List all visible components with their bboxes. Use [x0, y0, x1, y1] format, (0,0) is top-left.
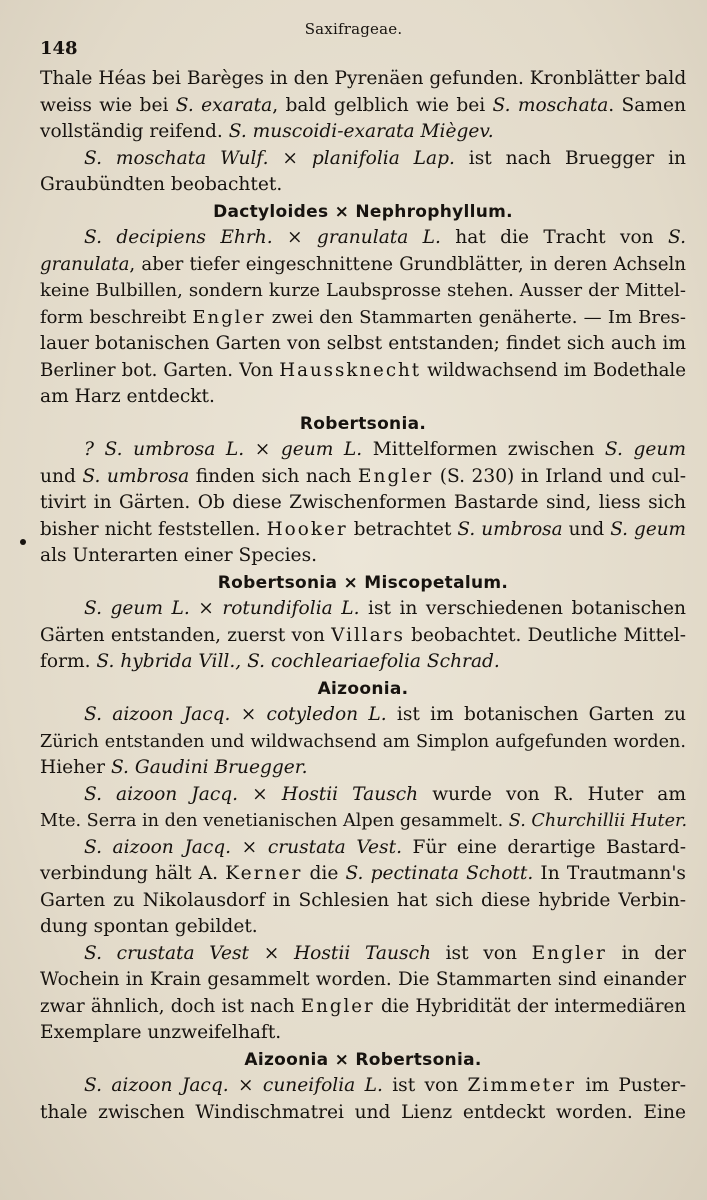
- text-line: [40, 1073, 686, 1100]
- text-line: [40, 782, 686, 809]
- text-run: (S. 230) in Irland und cul-: [433, 465, 686, 487]
- text-run: wurde von R. Huter am: [418, 783, 686, 805]
- text-run: ist nach Bruegger in: [454, 147, 686, 169]
- text-run: Thale Héas bei Barèges in den Pyrenäen gefunden. Kronblätter bald: [40, 68, 687, 89]
- species-name: S. moschata: [492, 94, 609, 116]
- text-line: [40, 278, 686, 305]
- species-name: S. aizoon Jacq. × cotyledon L.: [84, 704, 387, 725]
- text-line: [40, 146, 686, 173]
- author-name: Villars: [331, 624, 405, 646]
- text-run: ist von: [430, 942, 532, 964]
- text-line: [40, 172, 686, 199]
- text-line: [40, 1020, 686, 1047]
- text-run: als Unterarten einer Species.: [40, 545, 318, 566]
- text-line: [40, 888, 686, 915]
- text-line: [40, 914, 686, 941]
- text-run: im Puster-: [576, 1075, 686, 1096]
- text-run: ist von: [382, 1075, 468, 1096]
- section-heading: Aizoonia × Robertsonia.: [244, 1049, 482, 1070]
- author-name: Engler: [192, 306, 266, 328]
- text-run: finden sich nach: [189, 465, 358, 487]
- text-run: bisher nicht feststellen.: [40, 518, 267, 540]
- species-name: S. geum: [604, 439, 686, 460]
- page-body: [40, 66, 686, 1126]
- species-name: S. moschata Wulf. × planifolia Lap.: [84, 147, 455, 169]
- text-line: [40, 1100, 686, 1127]
- text-run: Gärten entstanden, zuerst von: [40, 624, 332, 646]
- text-run: zwei den Stammarten genäherte. — Im Bres-: [265, 306, 686, 328]
- text-line: [40, 755, 686, 782]
- section-heading: Robertsonia.: [299, 413, 427, 434]
- text-run: form beschreibt: [40, 306, 193, 328]
- text-run: Wochein in Krain gesammelt worden. Die Stammarten sind einander: [40, 969, 686, 990]
- text-line: [40, 384, 686, 411]
- text-line: [40, 66, 686, 93]
- species-name: S. hybrida Vill., S. cochleariaefolia Schrad.: [96, 651, 500, 672]
- text-run: und: [562, 518, 611, 540]
- text-line: [40, 994, 686, 1021]
- text-line: [40, 225, 686, 252]
- text-line: [40, 808, 686, 835]
- text-run: dung spontan gebildet.: [40, 916, 258, 937]
- text-run: ist im botanischen Garten zu: [386, 704, 686, 725]
- species-name: S. crustata Vest × Hostii Tausch: [84, 942, 431, 964]
- text-run: , aber tiefer eingeschnittene Grundblätter, in deren Achseln: [129, 253, 686, 275]
- species-name: S. geum: [610, 518, 686, 540]
- text-run: In Trautmann's: [533, 863, 686, 884]
- text-line: [40, 649, 686, 676]
- text-run: Garten zu Nikolausdorf in Schlesien hat sich diese hybride Verbin-: [40, 889, 686, 911]
- species-name: S. umbrosa: [457, 518, 563, 540]
- running-title: Saxifrageae.: [304, 20, 403, 38]
- text-run: Mte. Serra in den venetianischen Alpen gesammelt.: [40, 811, 509, 831]
- text-line: [40, 331, 686, 358]
- species-name: S. decipiens Ehrh. × granulata L.: [84, 227, 441, 248]
- species-name: S. umbrosa: [82, 465, 190, 487]
- text-line: [40, 835, 686, 862]
- species-name: S. aizoon Jacq. × Hostii Tausch: [84, 783, 419, 805]
- section-heading: Aizoonia.: [317, 678, 409, 699]
- text-line: [40, 358, 686, 385]
- text-line: [40, 119, 686, 146]
- text-run: wildwachsend im Bodethale: [421, 359, 686, 381]
- text-line: [40, 967, 686, 994]
- species-name: S. Churchillii Huter.: [508, 811, 688, 831]
- text-line: [40, 623, 686, 650]
- text-run: Exemplare unzweifelhaft.: [40, 1022, 282, 1043]
- text-run: Hieher: [40, 757, 111, 778]
- text-run: beobachtet. Deutliche Mittel-: [404, 624, 686, 646]
- text-run: form.: [40, 651, 97, 672]
- text-run: Zürich entstanden und wildwachsend am Simplon aufgefunden worden.: [40, 731, 686, 752]
- text-run: am Harz entdeckt.: [40, 386, 215, 407]
- text-run: lauer botanischen Garten von selbst entstanden; findet sich auch im: [40, 333, 686, 354]
- text-run: und: [40, 465, 83, 487]
- page-number: 148: [40, 38, 78, 59]
- text-line: [40, 861, 686, 888]
- text-line: [40, 252, 686, 279]
- text-line: [40, 490, 686, 517]
- text-run: , bald gelblich wie bei: [272, 94, 493, 116]
- margin-ink-dot: [20, 539, 26, 545]
- text-run: ist in verschiedenen botanischen: [359, 598, 686, 619]
- author-name: Haussknecht: [279, 359, 422, 381]
- text-line: [40, 517, 686, 544]
- text-line: [40, 941, 686, 968]
- text-run: in der: [606, 942, 686, 964]
- author-name: Kerner: [225, 863, 303, 884]
- species-name: S. aizoon Jacq. × cuneifolia L.: [84, 1075, 383, 1096]
- species-name: S.: [668, 227, 686, 248]
- species-name: granulata: [40, 253, 130, 275]
- text-run: . Samen: [608, 94, 686, 116]
- section-heading: Dactyloides × Nephrophyllum.: [213, 201, 513, 222]
- text-line: [40, 464, 686, 491]
- text-run: weiss wie bei: [40, 94, 176, 116]
- species-name: S. geum L. × rotundifolia L.: [84, 598, 360, 619]
- text-run: verbindung hält A.: [40, 863, 226, 884]
- text-run: Mittelformen zwischen: [362, 439, 605, 460]
- text-run: die: [302, 863, 346, 884]
- species-name: S. aizoon Jacq. × crustata Vest.: [84, 836, 402, 858]
- author-name: Zimmeter: [467, 1075, 577, 1096]
- text-run: die Hybridität der intermediären: [374, 995, 687, 1017]
- text-run: Für eine derartige Bastard-: [401, 836, 686, 858]
- text-run: hat die Tracht von: [440, 227, 668, 248]
- text-line: [40, 596, 686, 623]
- author-name: Engler: [531, 942, 607, 964]
- author-name: Hooker: [266, 518, 348, 540]
- text-line: [40, 729, 686, 756]
- text-line: [40, 305, 686, 332]
- text-run: Graubündten beobachtet.: [40, 174, 283, 195]
- text-run: vollständig reifend.: [40, 121, 229, 142]
- species-name: S. muscoidi-exarata Miègev.: [228, 121, 494, 142]
- text-run: betrachtet: [347, 518, 458, 540]
- species-name: S. Gaudini Bruegger.: [110, 757, 308, 778]
- text-run: Berliner bot. Garten. Von: [40, 359, 280, 381]
- species-name: ? S. umbrosa L. × geum L.: [84, 439, 363, 460]
- text-run: keine Bulbillen, sondern kurze Laubsprosse stehen. Ausser der Mittel-: [40, 280, 686, 301]
- text-line: [40, 702, 686, 729]
- section-heading: Robertsonia × Miscopetalum.: [217, 572, 509, 593]
- text-line: [40, 543, 686, 570]
- text-run: tivirt in Gärten. Ob diese Zwischenformen Bastarde sind, liess sich: [40, 492, 686, 513]
- text-line: [40, 93, 686, 120]
- text-run: thale zwischen Windischmatrei und Lienz entdeckt worden. Eine: [40, 1101, 686, 1123]
- text-run: zwar ähnlich, doch ist nach: [40, 995, 301, 1017]
- text-line: [40, 437, 686, 464]
- author-name: Engler: [300, 995, 375, 1017]
- species-name: S. exarata: [175, 94, 273, 116]
- species-name: S. pectinata Schott.: [345, 863, 534, 884]
- author-name: Engler: [357, 465, 434, 487]
